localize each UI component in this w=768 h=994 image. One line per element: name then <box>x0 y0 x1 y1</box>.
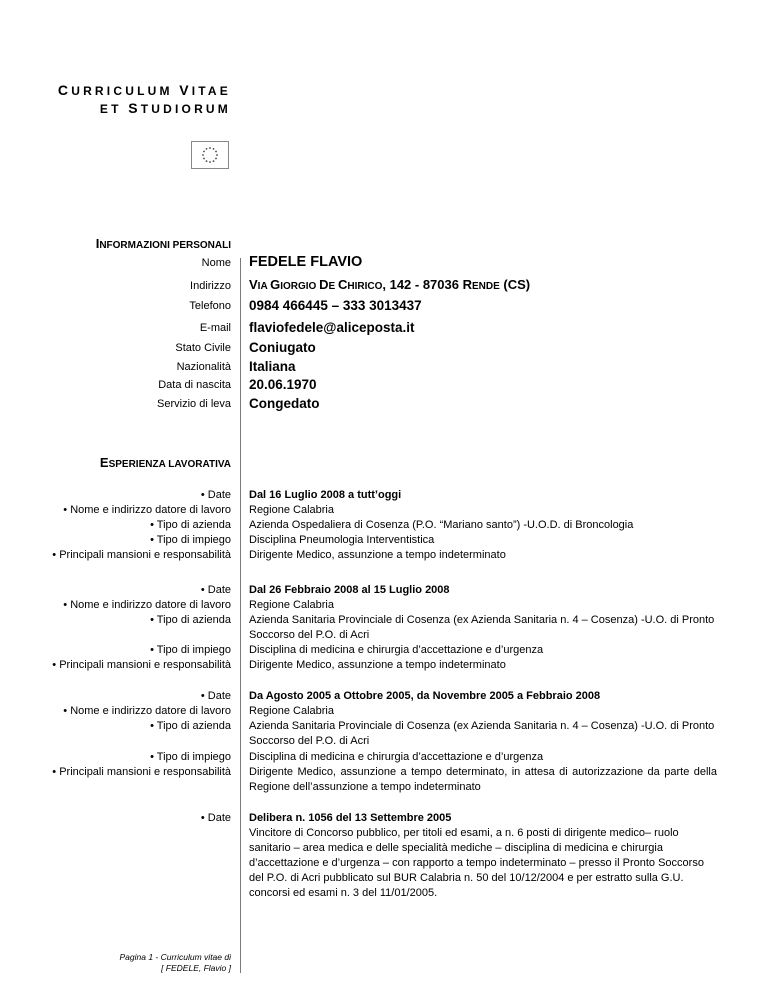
value-nationality: Italiana <box>249 359 296 374</box>
eu-flag-icon <box>191 141 229 169</box>
entry-2-job: Disciplina di medicina e chirurgia d’accettazione e d’urgenza <box>249 644 544 656</box>
entry-1-duties: Dirigente Medico, assunzione a tempo indeterminato <box>249 549 506 561</box>
entry-2-labels <box>63 583 231 628</box>
value-military-service: Congedato <box>249 396 320 411</box>
value-email[interactable]: flaviofedele@aliceposta.it <box>249 320 415 335</box>
label-date: • Date <box>200 812 231 824</box>
value-address: VIA GIORGIO DE CHIRICO, 142 - 87036 RENDE (CS) <box>249 277 531 292</box>
footer-line-1: Pagina 1 - Curriculum vitae di <box>119 952 231 962</box>
label-company-type: • Tipo di azienda <box>150 720 231 732</box>
entry-1-employer: Regione Calabria <box>249 504 334 516</box>
entry-1-job: Disciplina Pneumologia Interventistica <box>249 534 435 546</box>
label-job-type: • Tipo di impiego <box>150 644 231 656</box>
value-birth-date: 20.06.1970 <box>249 377 317 392</box>
entry-2-duties: Dirigente Medico, assunzione a tempo indeterminato <box>249 659 506 671</box>
label-job-type: • Tipo di impiego <box>150 751 231 763</box>
label-marital-status: Stato Civile <box>175 342 231 354</box>
label-date: • Date <box>200 489 231 501</box>
entry-3-duties: Dirigente Medico, assunzione a tempo determinato, in attesa di autorizzazione da parte della Regione dell’assunzione a tempo indeterminato <box>249 766 717 793</box>
label-employer: • Nome e indirizzo datore di lavoro <box>63 705 231 717</box>
entry-4-description: Vincitore di Concorso pubblico, per titoli ed esami, a n. 6 posti di dirigente medico– ruolo sanitario – area medica e delle specialità mediche – disciplina di medicina e chirurgia d’accettazione e d’urgenza – con rapporto a tempo indeterminato – presso il Pronto Soccorso del P.O. di Acri pubblicato sul BUR Calabria n. 50 del 10/12/2004 e per estratto sulla G.U. concorsi ed esami n. 3 del 11/01/2005. <box>249 827 704 899</box>
footer-line-2: [ FEDELE, Flavio ] <box>161 963 231 973</box>
label-duties: • Principali mansioni e responsabilità <box>52 549 231 561</box>
value-phone: 0984 466445 – 333 3013437 <box>249 298 422 313</box>
cv-title-line-1: CURRICULUM VITAE <box>57 82 231 98</box>
label-company-type: • Tipo di azienda <box>150 519 231 531</box>
label-duties: • Principali mansioni e responsabilità <box>52 659 231 671</box>
value-name: FEDELE FLAVIO <box>249 254 363 270</box>
label-address: Indirizzo <box>190 280 231 292</box>
cv-title-line-2: ET STUDIORUM <box>99 100 231 116</box>
label-employer: • Nome e indirizzo datore di lavoro <box>63 599 231 611</box>
entry-4-labels <box>201 811 231 826</box>
entry-2-date: Dal 26 Febbraio 2008 al 15 Luglio 2008 <box>249 584 450 596</box>
label-date: • Date <box>200 584 231 596</box>
entry-3-company: Azienda Sanitaria Provinciale di Cosenza (ex Azienda Sanitaria n. 4 – Cosenza) -U.O. di Pronto Soccorso del P.O. di Acri <box>249 720 715 747</box>
label-military-service: Servizio di leva <box>157 398 231 410</box>
label-employer: • Nome e indirizzo datore di lavoro <box>63 504 231 516</box>
label-date: • Date <box>200 690 231 702</box>
entry-3-job: Disciplina di medicina e chirurgia d’accettazione e d’urgenza <box>249 751 544 763</box>
entry-3-labels-bottom <box>52 750 231 780</box>
label-nationality: Nazionalità <box>176 361 231 373</box>
page-footer <box>120 952 232 974</box>
entry-2-employer: Regione Calabria <box>249 599 334 611</box>
label-birth-date: Data di nascita <box>158 379 231 391</box>
label-phone: Telefono <box>189 300 231 312</box>
entry-1-date: Dal 16 Luglio 2008 a tutt’oggi <box>249 489 402 501</box>
label-duties: • Principali mansioni e responsabilità <box>52 766 231 778</box>
section-work-experience: ESPERIENZA LAVORATIVA <box>99 455 231 470</box>
label-name: Nome <box>201 257 231 269</box>
entry-3-labels <box>63 689 231 734</box>
section-personal-info: INFORMAZIONI PERSONALI <box>95 236 231 251</box>
entry-2-company: Azienda Sanitaria Provinciale di Cosenza (ex Azienda Sanitaria n. 4 – Cosenza) -U.O. di Pronto Soccorso del P.O. di Acri <box>249 614 715 641</box>
column-divider <box>240 258 241 973</box>
label-company-type: • Tipo di azienda <box>150 614 231 626</box>
entry-3-date: Da Agosto 2005 a Ottobre 2005, da Novembre 2005 a Febbraio 2008 <box>249 690 601 702</box>
label-email: E-mail <box>199 322 231 334</box>
entry-4-date: Delibera n. 1056 del 13 Settembre 2005 <box>249 812 452 824</box>
entry-1-labels <box>52 488 231 563</box>
entry-1-company: Azienda Ospedaliera di Cosenza (P.O. “Mariano santo”) -U.O.D. di Broncologia <box>249 519 634 531</box>
entry-2-labels-bottom <box>52 643 231 673</box>
entry-3-employer: Regione Calabria <box>249 705 334 717</box>
label-job-type: • Tipo di impiego <box>150 534 231 546</box>
value-marital-status: Coniugato <box>249 340 316 355</box>
